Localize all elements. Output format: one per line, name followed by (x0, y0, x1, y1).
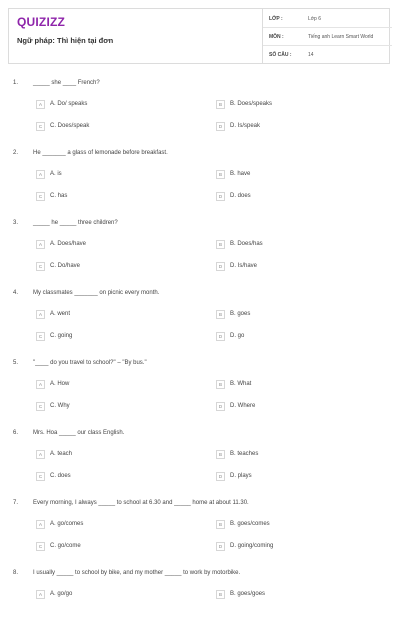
option-letter-box: A (36, 450, 45, 459)
option-letter-box: A (36, 590, 45, 599)
option-letter-box: C (36, 332, 45, 341)
question-text: Every morning, I always _____ to school at 6.30 and _____ home at about 11.30. (33, 500, 249, 506)
option-letter-box: B (216, 100, 225, 109)
option-text: C. does (50, 473, 71, 479)
option-letter-box: A (36, 170, 45, 179)
worksheet-title: Ngữ pháp: Thì hiện tại đơn (17, 36, 114, 45)
question-item (0, 290, 400, 360)
option-text: D. go (230, 333, 245, 339)
option-letter-box: D (216, 192, 225, 201)
question-text: _____ she ____ French? (33, 80, 100, 86)
question-number: 3. (13, 220, 19, 226)
option-text: B. What (230, 381, 252, 387)
question-number: 6. (13, 430, 19, 436)
option-text: A. is (50, 171, 62, 177)
option-letter-box: C (36, 122, 45, 131)
question-number: 8. (13, 570, 19, 576)
option-letter-box: A (36, 310, 45, 319)
option-text: C. Why (50, 403, 70, 409)
option-text: B. goes/comes (230, 521, 270, 527)
meta-row-count (263, 45, 392, 63)
question-number: 2. (13, 150, 19, 156)
option-text: B. Does/has (230, 241, 263, 247)
option-letter-box: B (216, 240, 225, 249)
option-letter-box: B (216, 450, 225, 459)
option-text: A. teach (50, 451, 73, 457)
question-number: 4. (13, 290, 19, 296)
option-letter-box: C (36, 542, 45, 551)
question-text: My classmates _______ on picnic every month. (33, 290, 160, 296)
question-text: "____ do you travel to school?" – "By bus." (33, 360, 147, 366)
option-letter-box: B (216, 310, 225, 319)
question-text: He _______ a glass of lemonade before breakfast. (33, 150, 168, 156)
option-text: B. have (230, 171, 251, 177)
meta-row-subject (263, 27, 392, 46)
option-text: A. Does/have (50, 241, 87, 247)
option-letter-box: A (36, 100, 45, 109)
option-text: D. plays (230, 473, 252, 479)
question-item (0, 570, 400, 640)
question-number: 5. (13, 360, 19, 366)
meta-value: 14 (308, 52, 314, 58)
question-number: 1. (13, 80, 19, 86)
question-item (0, 500, 400, 570)
worksheet-header (8, 8, 390, 64)
meta-panel (262, 9, 392, 63)
option-text: A. How (50, 381, 70, 387)
option-letter-box: B (216, 170, 225, 179)
option-text: C. going (50, 333, 73, 339)
option-text: B. Does/speaks (230, 101, 273, 107)
question-item (0, 430, 400, 500)
meta-key: LỚP : (269, 16, 283, 22)
option-text: D. Is/speak (230, 123, 261, 129)
quizizz-logo: QUIZIZZ (17, 15, 66, 29)
option-text: A. go/go (50, 591, 73, 597)
question-item (0, 220, 400, 290)
question-item (0, 360, 400, 430)
option-letter-box: B (216, 380, 225, 389)
option-letter-box: D (216, 332, 225, 341)
meta-value: Tiếng anh Learn Smart World (308, 34, 374, 40)
option-text: A. Do/ speaks (50, 101, 88, 107)
option-text: B. goes (230, 311, 251, 317)
option-text: D. Where (230, 403, 256, 409)
option-text: B. goes/goes (230, 591, 266, 597)
option-letter-box: C (36, 192, 45, 201)
option-letter-box: A (36, 380, 45, 389)
question-text: Mrs. Hoa _____ our class English. (33, 430, 125, 436)
option-text: C. Does/speak (50, 123, 90, 129)
option-letter-box: A (36, 240, 45, 249)
option-letter-box: D (216, 472, 225, 481)
meta-row-grade (263, 9, 392, 28)
option-text: D. going/coming (230, 543, 274, 549)
option-text: D. does (230, 193, 251, 199)
question-text: I usually _____ to school by bike, and my mother _____ to work by motorbike. (33, 570, 241, 576)
option-letter-box: D (216, 402, 225, 411)
option-text: B. teaches (230, 451, 259, 457)
question-text: _____ he _____ three children? (33, 220, 118, 226)
option-text: C. has (50, 193, 68, 199)
question-item (0, 150, 400, 220)
option-text: D. Is/have (230, 263, 258, 269)
meta-key: MÔN : (269, 34, 284, 40)
option-letter-box: C (36, 472, 45, 481)
option-letter-box: C (36, 402, 45, 411)
option-letter-box: D (216, 122, 225, 131)
meta-value: Lớp 6 (308, 16, 322, 22)
option-letter-box: A (36, 520, 45, 529)
option-letter-box: D (216, 262, 225, 271)
option-letter-box: C (36, 262, 45, 271)
option-text: A. went (50, 311, 71, 317)
option-text: A. go/comes (50, 521, 84, 527)
question-number: 7. (13, 500, 19, 506)
option-text: C. Do/have (50, 263, 81, 269)
option-letter-box: D (216, 542, 225, 551)
option-text: C. go/come (50, 543, 81, 549)
meta-key: SỐ CÂU : (269, 52, 292, 58)
question-item (0, 80, 400, 150)
option-letter-box: B (216, 590, 225, 599)
option-letter-box: B (216, 520, 225, 529)
